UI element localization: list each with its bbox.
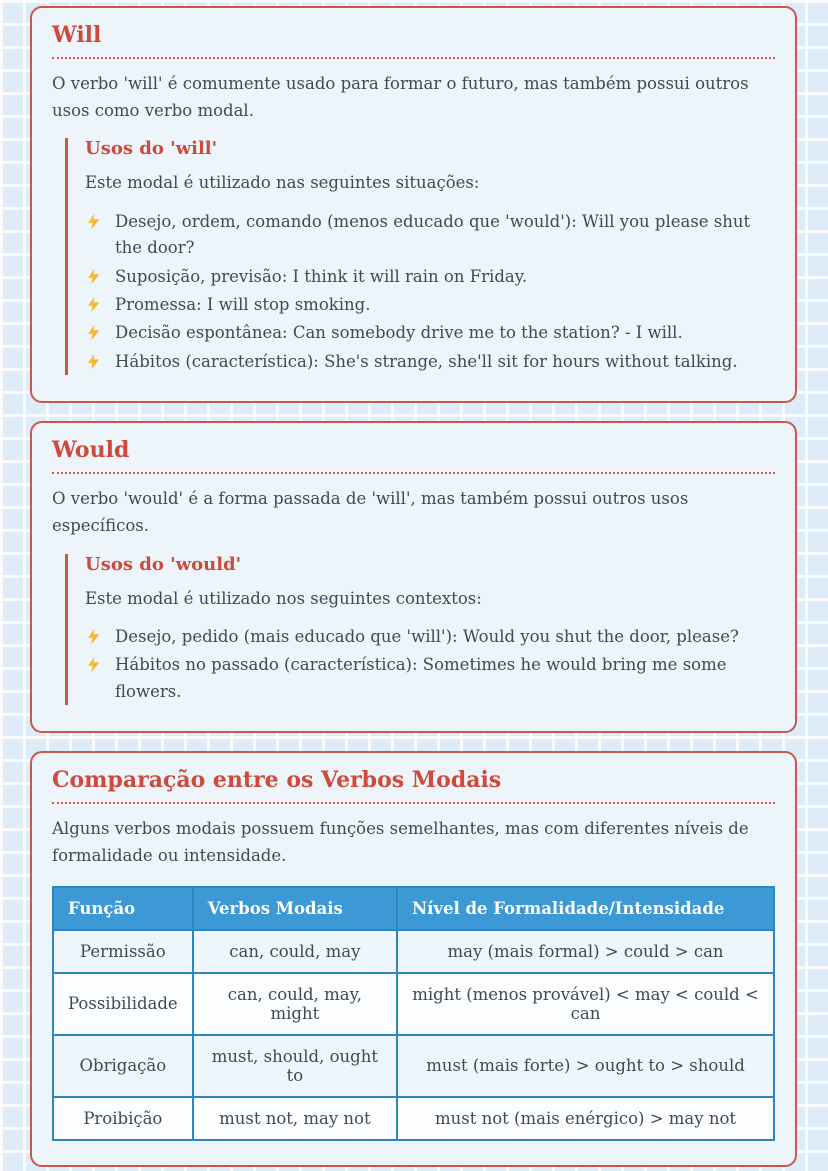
cell-nivel: must not (mais enérgico) > may not bbox=[397, 1097, 774, 1140]
modal-verbs-comparison-table bbox=[52, 886, 775, 1141]
cell-verbos: can, could, may, might bbox=[193, 973, 397, 1035]
list-item-text: Hábitos (característica): She's strange, she'll sit for hours without talking. bbox=[115, 351, 738, 371]
table-header-row bbox=[53, 887, 774, 930]
list-item-text: Hábitos no passado (característica): Sometimes he would bring me some flowers. bbox=[115, 655, 727, 701]
cell-verbos: can, could, may bbox=[193, 930, 397, 973]
cell-funcao: Permissão bbox=[53, 930, 193, 973]
list-item bbox=[85, 349, 775, 375]
card-title: Will bbox=[52, 22, 775, 59]
list-item-text: Decisão espontânea: Can somebody drive me to the station? - I will. bbox=[115, 323, 683, 343]
list-item-text: Desejo, pedido (mais educado que 'will'): Would you shut the door, please? bbox=[115, 627, 739, 646]
card-title: Comparação entre os Verbos Modais bbox=[52, 767, 775, 804]
column-header-verbos-modais: Verbos Modais bbox=[193, 887, 397, 930]
list-item-text: Suposição, previsão: I think it will rain on Friday. bbox=[115, 266, 528, 286]
list-item-text: Desejo, ordem, comando (menos educado que 'would'): Will you please shut the door? bbox=[115, 211, 751, 258]
table-row bbox=[53, 1097, 774, 1140]
list-item bbox=[85, 209, 775, 262]
subsection-lead: Este modal é utilizado nos seguintes contextos: bbox=[85, 588, 482, 608]
cell-verbos: must not, may not bbox=[193, 1097, 397, 1140]
subsection-usos-will bbox=[65, 138, 775, 375]
list-item bbox=[85, 624, 775, 650]
table-row bbox=[53, 930, 774, 973]
card-intro: O verbo 'will' é comumente usado para formar o futuro, mas também possui outros usos como verbo modal. bbox=[52, 74, 749, 120]
column-header-nivel: Nível de Formalidade/Intensidade bbox=[397, 887, 774, 930]
usage-list bbox=[85, 209, 775, 375]
cell-nivel: must (mais forte) > ought to > should bbox=[397, 1035, 774, 1097]
list-item bbox=[85, 264, 775, 290]
subsection-lead: Este modal é utilizado nas seguintes situações: bbox=[85, 173, 480, 193]
subsection-title: Usos do 'will' bbox=[85, 138, 218, 160]
subsection-usos-would bbox=[65, 554, 775, 706]
lightning-icon bbox=[85, 213, 102, 230]
lightning-icon bbox=[85, 656, 102, 673]
card-would bbox=[30, 421, 797, 733]
card-intro: Alguns verbos modais possuem funções semelhantes, mas com diferentes níveis de formalidade ou intensidade. bbox=[52, 819, 749, 865]
usage-list bbox=[85, 624, 775, 705]
subsection-title: Usos do 'would' bbox=[85, 553, 242, 575]
list-item bbox=[85, 320, 775, 346]
table-row bbox=[53, 1035, 774, 1097]
list-item bbox=[85, 652, 775, 705]
lightning-icon bbox=[85, 268, 102, 285]
list-item bbox=[85, 292, 775, 318]
cell-nivel: might (menos provável) < may < could < can bbox=[397, 973, 774, 1035]
lightning-icon bbox=[85, 628, 102, 645]
card-title: Would bbox=[52, 437, 775, 474]
cell-nivel: may (mais formal) > could > can bbox=[397, 930, 774, 973]
list-item-text: Promessa: I will stop smoking. bbox=[115, 295, 371, 314]
lightning-icon bbox=[85, 324, 102, 341]
card-comparacao bbox=[30, 751, 797, 1166]
table-row bbox=[53, 973, 774, 1035]
cell-verbos: must, should, ought to bbox=[193, 1035, 397, 1097]
cell-funcao: Obrigação bbox=[53, 1035, 193, 1097]
cell-funcao: Proibição bbox=[53, 1097, 193, 1140]
column-header-funcao: Função bbox=[53, 887, 193, 930]
lightning-icon bbox=[85, 353, 102, 370]
card-will bbox=[30, 6, 797, 403]
cell-funcao: Possibilidade bbox=[53, 973, 193, 1035]
card-intro: O verbo 'would' é a forma passada de 'will', mas também possui outros usos específicos. bbox=[52, 489, 689, 535]
lightning-icon bbox=[85, 296, 102, 313]
